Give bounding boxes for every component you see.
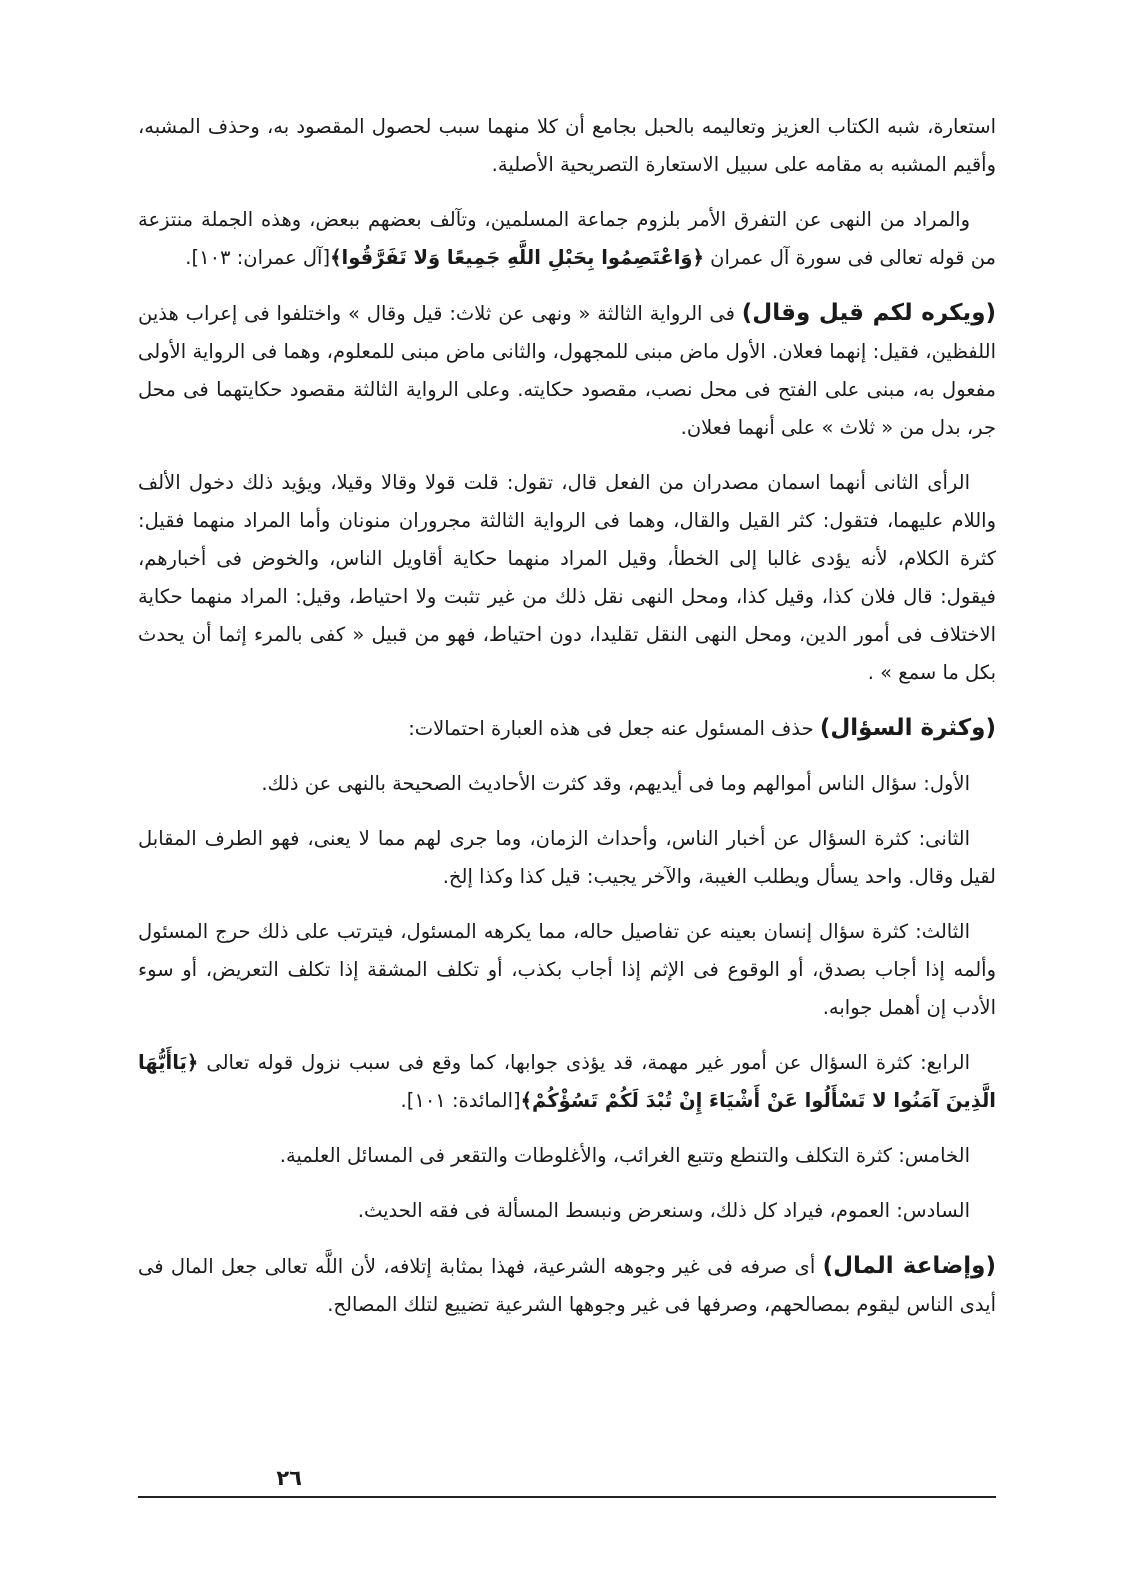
paragraph-text: الأول: سؤال الناس أموالهم وما فى أيديهم، وقد كثرت الأحاديث الصحيحة بالنهى عن ذلك. bbox=[261, 772, 970, 795]
paragraph-9 bbox=[138, 1044, 996, 1120]
paragraph-1 bbox=[138, 108, 996, 184]
paragraph-5 bbox=[138, 709, 996, 748]
paragraph-7 bbox=[138, 820, 996, 896]
paragraph-8 bbox=[138, 913, 996, 1027]
paragraph-12 bbox=[138, 1247, 996, 1324]
paragraph-text: والمراد من النهى عن التفرق الأمر بلزوم جماعة المسلمين، وتآلف بعضهم ببعض، وهذه الجملة منتزعة من قوله تعالى فى سورة آل عمران bbox=[138, 208, 996, 269]
paragraph-10 bbox=[138, 1137, 996, 1175]
paragraph-text: حذف المسئول عنه جعل فى هذه العبارة احتمالات: bbox=[408, 717, 820, 740]
paragraph-text: الثانى: كثرة السؤال عن أخبار الناس، وأحداث الزمان، وما جرى لهم مما لا يعنى، فهو الطرف المقابل لقيل وقال. واحد يسأل ويطلب الغيبة، والآخر يجيب: قيل كذا وكذا إلخ. bbox=[138, 827, 996, 888]
paragraph-3 bbox=[138, 294, 996, 447]
quran-verse: ﴿يَاأَيُّهَا الَّذِينَ آمَنُوا لا تَسْأَلُوا عَنْ أَشْيَاءَ إِنْ تُبْدَ لَكُمْ تَسُؤْكُمْ﴾ bbox=[138, 1051, 996, 1112]
paragraph-text: الرأى الثانى أنهما اسمان مصدران من الفعل قال، تقول: قلت قولا وقالا وقيلا، ويؤيد ذلك دخول الألف واللام عليهما، فتقول: كثر القيل والقال، وهما فى الرواية الثالثة مجروران منونان وأما المراد منهما فقيل: كثرة الكلام، لأنه يؤدى غالبا إلى الخطأ، وقيل المراد منهما حكاية أقاويل الناس، والخوض فى أخبارهم، فيقول: قال فلان كذا، وقيل كذا، ومحل النهى نقل ذلك من غير تثبت ولا احتياط، وقيل: المراد منهما حكاية الاختلاف فى أمور الدين، ومحل النهى النقل تقليدا، دون احتياط، فهو من قبيل « كفى بالمرء إثما أن يحدث بكل ما سمع » . bbox=[138, 471, 996, 684]
paragraph-11 bbox=[138, 1192, 996, 1230]
paragraph-2 bbox=[138, 201, 996, 277]
section-heading: (ويكره لكم قيل وقال) bbox=[741, 300, 996, 326]
footer-rule bbox=[138, 1496, 996, 1498]
paragraph-text: الخامس: كثرة التكلف والتنطع وتتبع الغرائب، والأغلوطات والتقعر فى المسائل العلمية. bbox=[279, 1144, 970, 1167]
paragraph-6 bbox=[138, 765, 996, 803]
page-body bbox=[138, 108, 996, 1324]
verse-reference: [آل عمران: ١٠٣]. bbox=[185, 246, 331, 269]
paragraph-text: الثالث: كثرة سؤال إنسان بعينه عن تفاصيل حاله، مما يكرهه المسئول، فيترتب على ذلك حرج المسئول وألمه إذا أجاب بصدق، أو الوقوع فى الإثم إذا أجاب بكذب، أو تكلف المشقة إذا تكلف التعريض، أو سوء الأدب إن أهمل جوابه. bbox=[138, 920, 996, 1019]
paragraph-text: أى صرفه فى غير وجوهه الشرعية، فهذا بمثابة إتلافه، لأن اللَّه تعالى جعل المال فى أيدى الناس ليقوم بمصالحهم، وصرفها فى غير وجوهها الشرعية تضييع لتلك المصالح. bbox=[138, 1255, 996, 1316]
section-heading: (وكثرة السؤال) bbox=[819, 715, 996, 741]
paragraph-text: الرابع: كثرة السؤال عن أمور غير مهمة، قد يؤذى جوابها، كما وقع فى سبب نزول قوله تعالى bbox=[198, 1051, 970, 1074]
verse-reference: [المائدة: ١٠١]. bbox=[400, 1089, 521, 1112]
page-number: ٢٦ bbox=[276, 1466, 302, 1490]
section-heading: (وإضاعة المال) bbox=[822, 1253, 996, 1279]
paragraph-4 bbox=[138, 464, 996, 692]
paragraph-text: السادس: العموم، فيراد كل ذلك، وسنعرض ونبسط المسألة فى فقه الحديث. bbox=[357, 1199, 970, 1222]
paragraph-text: استعارة، شبه الكتاب العزيز وتعاليمه بالحبل بجامع أن كلا منهما سبب لحصول المقصود به، وحذف المشبه، وأقيم المشبه به مقامه على سبيل الاستعارة التصريحية الأصلية. bbox=[138, 115, 996, 176]
quran-verse: ﴿وَاعْتَصِمُوا بِحَبْلِ اللَّهِ جَمِيعًا وَلا تَفَرَّقُوا﴾ bbox=[330, 246, 704, 269]
paragraph-text: فى الرواية الثالثة « ونهى عن ثلاث: قيل وقال » واختلفوا فى إعراب هذين اللفظين، فقيل: إنهما فعلان. الأول ماض مبنى للمجهول، والثانى ماض مبنى للمعلوم، وهما فى الرواية الأولى مفعول به، مبنى على الفتح فى محل نصب، مقصود حكايته. وعلى الرواية الثالثة مقصود حكايتهما فى محل جر، بدل من « ثلاث » على أنهما فعلان. bbox=[138, 302, 996, 439]
